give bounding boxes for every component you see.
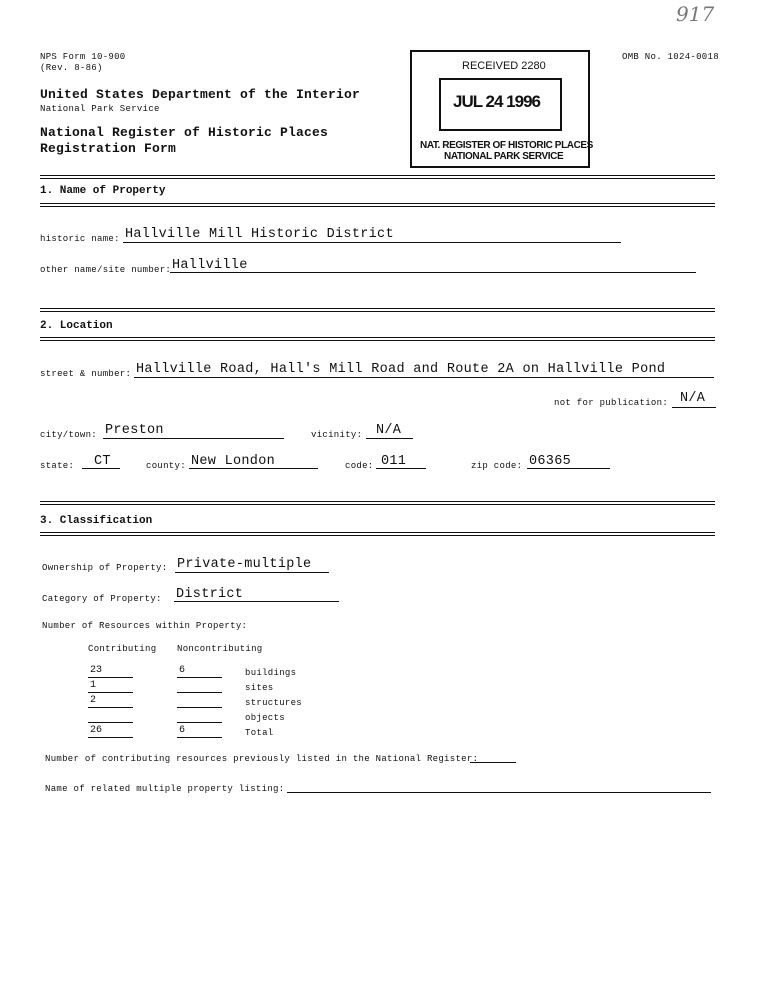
zip-value: 06365 xyxy=(529,454,572,469)
related-listing-underline xyxy=(287,792,711,793)
historic-name-underline xyxy=(123,242,621,243)
received-stamp xyxy=(410,50,593,168)
ownership-label: Ownership of Property: xyxy=(42,563,168,573)
previously-listed-underline xyxy=(470,762,516,763)
resource-label: sites xyxy=(245,683,274,693)
category-underline xyxy=(174,601,339,602)
section-3-rule-bottom xyxy=(40,532,715,536)
contributing-underline xyxy=(88,707,133,708)
city-value: Preston xyxy=(105,423,164,438)
other-name-value: Hallville xyxy=(172,258,248,273)
state-value: CT xyxy=(94,454,111,469)
historic-name-value: Hallville Mill Historic District xyxy=(125,227,394,242)
ownership-value: Private-multiple xyxy=(177,557,312,572)
other-name-label: other name/site number: xyxy=(40,265,172,275)
city-underline xyxy=(103,438,284,439)
section-1-rule-top xyxy=(40,175,715,179)
section-3-title: 3. Classification xyxy=(40,515,153,527)
code-label: code: xyxy=(345,461,374,471)
state-underline xyxy=(82,468,120,469)
category-label: Category of Property: xyxy=(42,594,162,604)
form-subtitle: Registration Form xyxy=(40,141,177,156)
contributing-count: 26 xyxy=(90,725,103,736)
section-2-rule-top xyxy=(40,308,715,312)
contributing-count: 23 xyxy=(90,665,103,676)
resource-label: objects xyxy=(245,713,285,723)
previously-listed-label: Number of contributing resources previously listed in the National Register: xyxy=(45,754,479,764)
contributing-underline xyxy=(88,722,133,723)
historic-name-label: historic name: xyxy=(40,234,120,244)
related-listing-label: Name of related multiple property listing: xyxy=(45,784,285,794)
contributing-count: 2 xyxy=(90,695,97,706)
noncontributing-underline xyxy=(177,677,222,678)
resource-label: structures xyxy=(245,698,303,708)
stamp-line-2: NATIONAL PARK SERVICE xyxy=(444,151,564,162)
form-number: NPS Form 10-900 xyxy=(40,52,126,62)
other-name-underline xyxy=(170,272,696,273)
resource-label: Total xyxy=(245,728,274,738)
stamp-date-box xyxy=(439,78,562,131)
vicinity-underline xyxy=(366,438,413,439)
county-label: county: xyxy=(146,461,186,471)
noncontributing-underline xyxy=(177,692,222,693)
street-value: Hallville Road, Hall's Mill Road and Route 2A on Hallville Pond xyxy=(136,362,666,377)
vicinity-label: vicinity: xyxy=(311,430,363,440)
street-underline xyxy=(134,377,714,378)
county-value: New London xyxy=(191,454,276,469)
contributing-underline xyxy=(88,677,133,678)
stamp-date: JUL 24 1996 xyxy=(453,92,540,111)
section-3-rule-top xyxy=(40,501,715,505)
stamp-received: RECEIVED 2280 xyxy=(462,60,546,72)
county-underline xyxy=(189,468,318,469)
code-underline xyxy=(376,468,426,469)
noncontributing-count: 6 xyxy=(179,665,186,676)
handwritten-note: 917 xyxy=(676,2,715,26)
contributing-underline xyxy=(88,692,133,693)
section-2-title: 2. Location xyxy=(40,320,113,332)
stamp-line-1: NAT. REGISTER OF HISTORIC PLACES xyxy=(420,140,593,151)
form-title: National Register of Historic Places xyxy=(40,125,329,140)
contributing-count: 1 xyxy=(90,680,97,691)
section-2-rule-bottom xyxy=(40,337,715,341)
state-label: state: xyxy=(40,461,75,471)
resource-label: buildings xyxy=(245,668,297,678)
not-for-publication-value: N/A xyxy=(680,391,706,406)
resources-label: Number of Resources within Property: xyxy=(42,621,248,631)
category-value: District xyxy=(176,587,244,602)
noncontributing-underline xyxy=(177,722,222,723)
form-revision: (Rev. 8-86) xyxy=(40,63,103,73)
contributing-header: Contributing xyxy=(88,644,157,654)
vicinity-value: N/A xyxy=(376,423,402,438)
city-label: city/town: xyxy=(40,430,98,440)
zip-underline xyxy=(527,468,610,469)
ownership-underline xyxy=(175,572,329,573)
noncontributing-header: Noncontributing xyxy=(177,644,263,654)
noncontributing-count: 6 xyxy=(179,725,186,736)
contributing-underline xyxy=(88,737,133,738)
zip-label: zip code: xyxy=(471,461,523,471)
street-label: street & number: xyxy=(40,369,132,379)
noncontributing-underline xyxy=(177,707,222,708)
noncontributing-underline xyxy=(177,737,222,738)
section-1-rule-bottom xyxy=(40,203,715,207)
omb-number: OMB No. 1024-0018 xyxy=(622,52,719,62)
not-for-publication-label: not for publication: xyxy=(554,398,669,408)
department-title: United States Department of the Interior xyxy=(40,87,361,102)
not-for-publication-underline xyxy=(672,407,716,408)
section-1-title: 1. Name of Property xyxy=(40,185,166,197)
agency-name: National Park Service xyxy=(40,104,160,114)
code-value: 011 xyxy=(381,454,407,469)
